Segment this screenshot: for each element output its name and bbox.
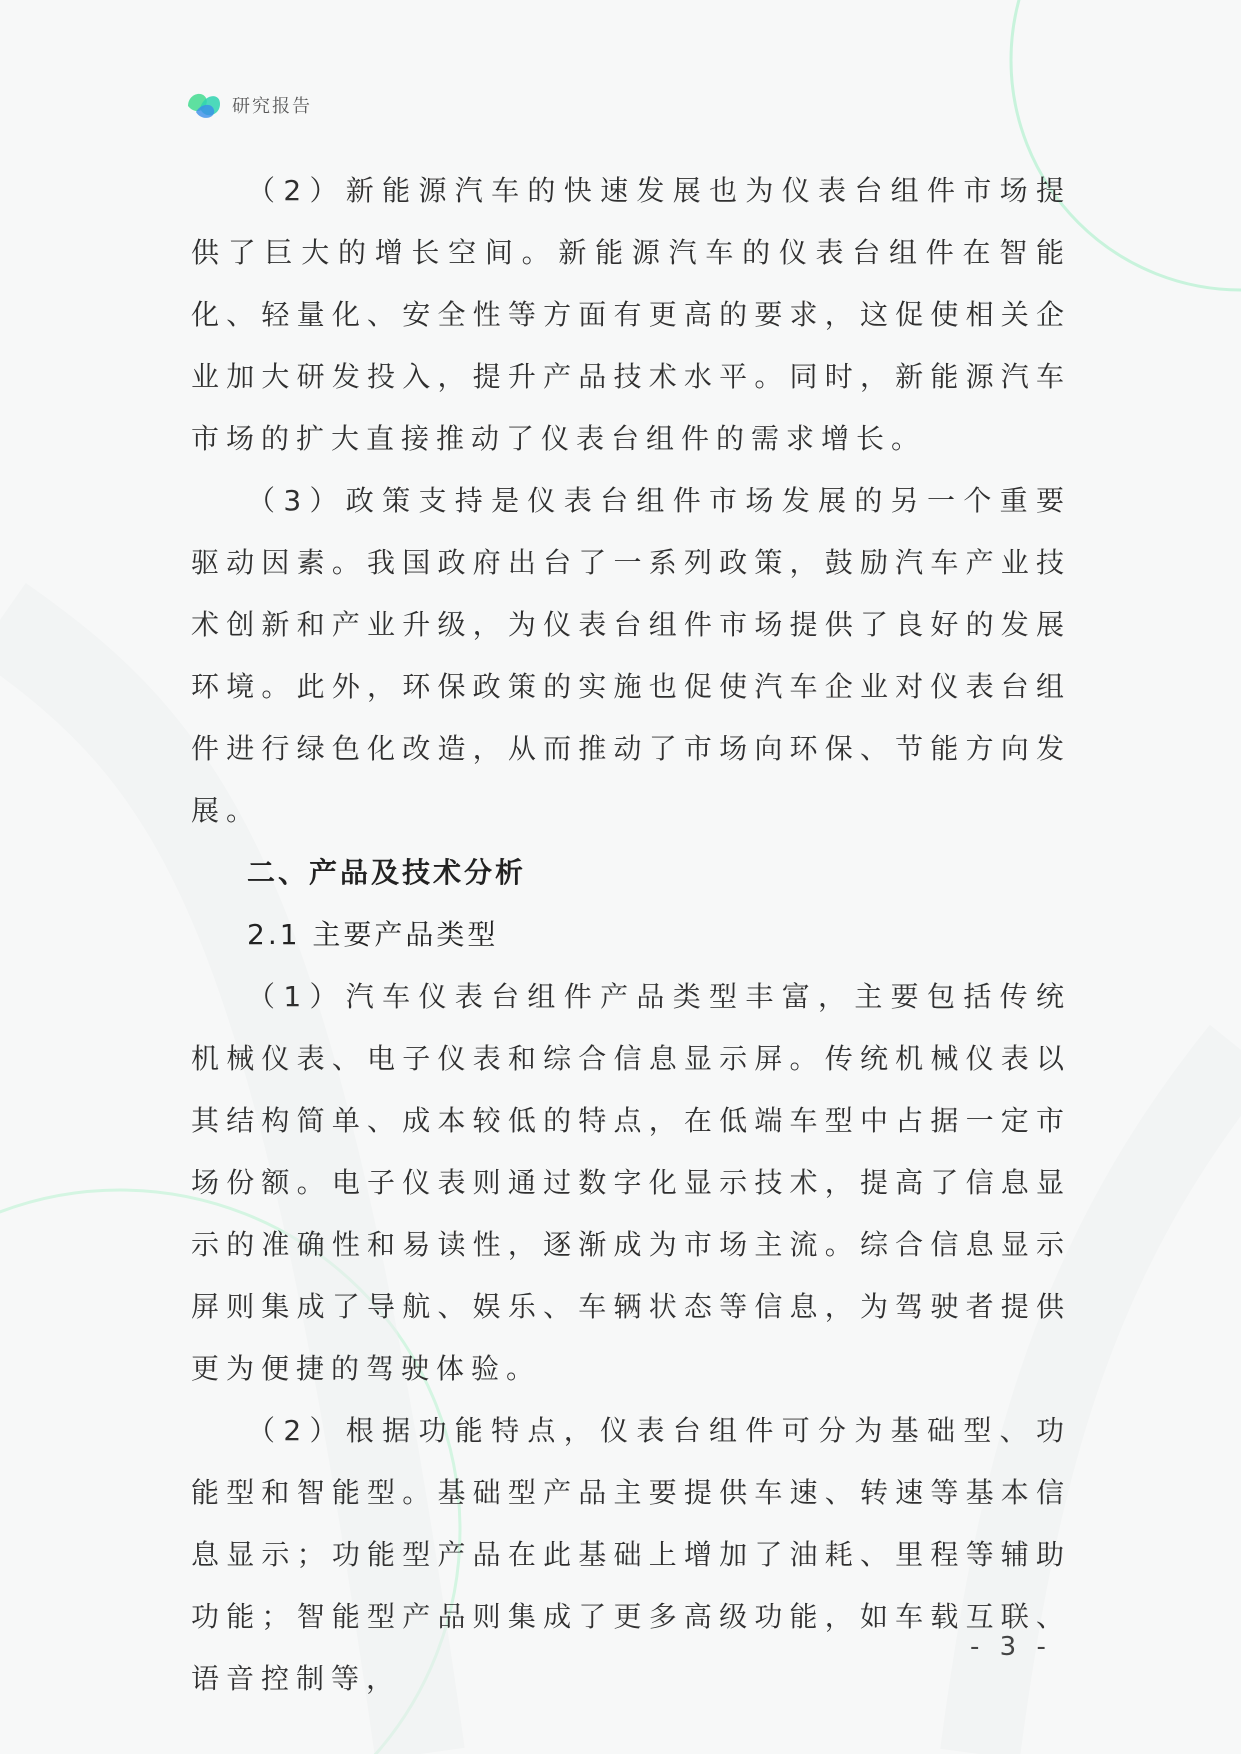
green-blue-leaf-logo-icon [186, 88, 222, 122]
section-heading: 二、产品及技术分析 [247, 856, 527, 889]
header-title: 研究报告 [232, 96, 312, 117]
subsection-heading: 2.1 主要产品类型 [247, 918, 499, 951]
document-body [191, 160, 1071, 1710]
paragraph-product-types-1: （1）汽车仪表台组件产品类型丰富，主要包括传统机械仪表、电子仪表和综合信息显示屏。传统机械仪表以其结构简单、成本较低的特点，在低端车型中占据一定市场份额。电子仪表则通过数字化显示技术，提高了信息显示的准确性和易读性，逐渐成为市场主流。综合信息显示屏则集成了导航、娱乐、车辆状态等信息，为驾驶者提供更为便捷的驾驶体验。 [191, 980, 1071, 1385]
paragraph-3: （3）政策支持是仪表台组件市场发展的另一个重要驱动因素。我国政府出台了一系列政策，鼓励汽车产业技术创新和产业升级，为仪表台组件市场提供了良好的发展环境。此外，环保政策的实施也促使汽车企业对仪表台组件进行绿色化改造，从而推动了市场向环保、节能方向发展。 [191, 484, 1071, 827]
paragraph-2: （2）新能源汽车的快速发展也为仪表台组件市场提供了巨大的增长空间。新能源汽车的仪表台组件在智能化、轻量化、安全性等方面有更高的要求，这促使相关企业加大研发投入，提升产品技术水平。同时，新能源汽车市场的扩大直接推动了仪表台组件的需求增长。 [191, 174, 1071, 455]
paragraph-product-types-2: （2）根据功能特点，仪表台组件可分为基础型、功能型和智能型。基础型产品主要提供车速、转速等基本信息显示；功能型产品在此基础上增加了油耗、里程等辅助功能；智能型产品则集成了更多高级功能，如车载互联、语音控制等， [191, 1414, 1071, 1695]
page-number: - 3 - [970, 1632, 1052, 1662]
report-header [186, 88, 312, 122]
